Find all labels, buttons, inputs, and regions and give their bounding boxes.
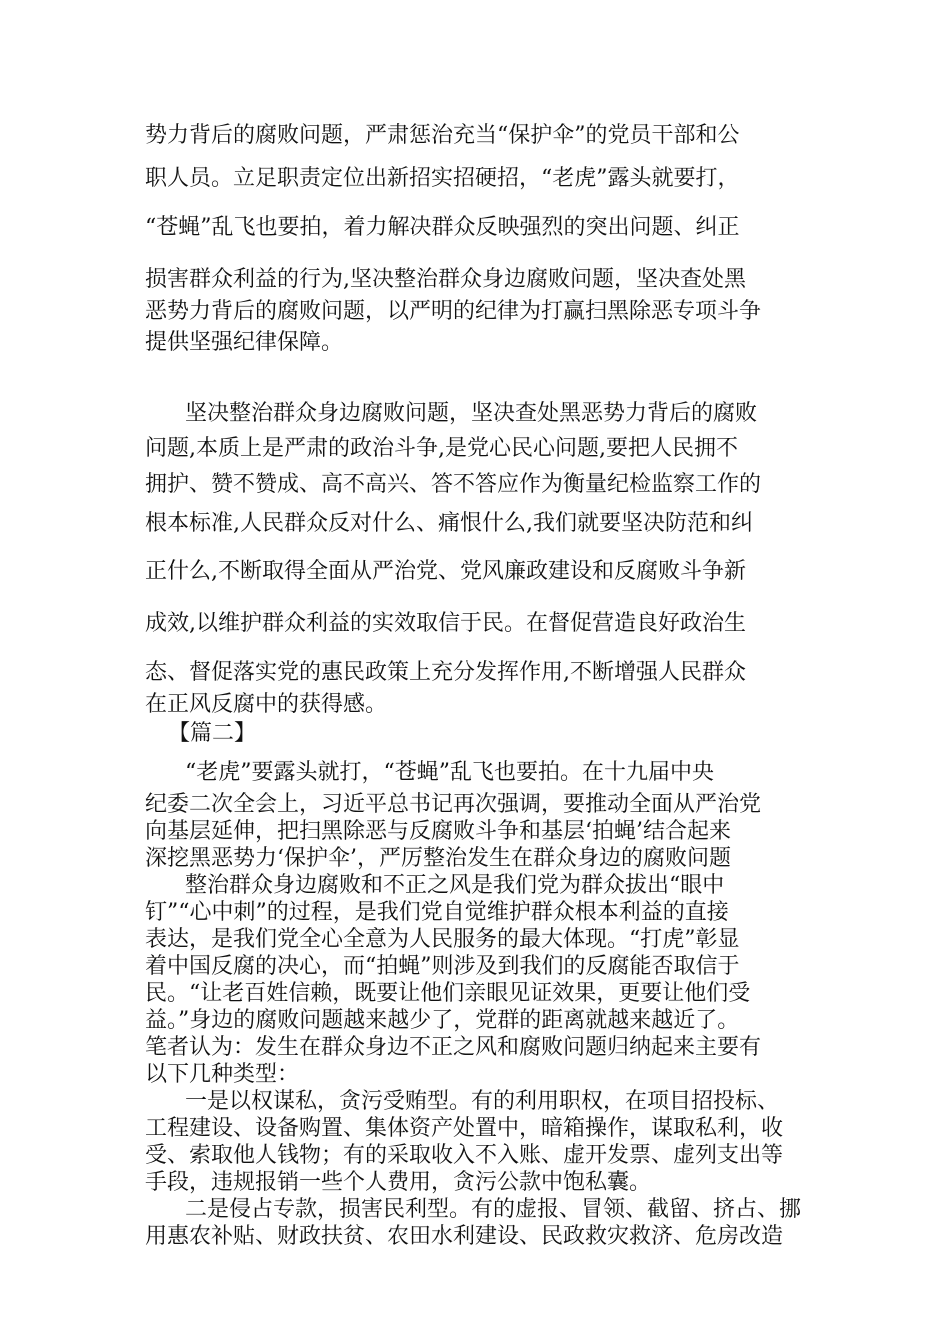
text-line: “苍蝇”乱飞也要拍，着力解决群众反映强烈的突出问题、纠正 bbox=[145, 215, 740, 240]
text-line: 问题,本质上是严肃的政治斗争,是党心民心问题,要把人民拥不 bbox=[145, 436, 738, 461]
text-line: 以下几种类型： bbox=[145, 1062, 300, 1087]
text-line: 二是侵占专款，损害民利型。有的虚报、冒领、截留、挤占、挪 bbox=[185, 1197, 802, 1222]
text-line: 着中国反腐的决心，而“拍蝇”则涉及到我们的反腐能否取信于 bbox=[145, 954, 740, 979]
text-line: 在正风反腐中的获得感。 bbox=[145, 692, 388, 717]
text-line: 纪委二次全会上，习近平总书记再次强调，要推动全面从严治党 bbox=[145, 792, 762, 817]
text-line: 表达，是我们党全心全意为人民服务的最大体现。“打虎”彰显 bbox=[145, 927, 740, 952]
text-line: 整治群众身边腐败和不正之风是我们党为群众拔出“眼中 bbox=[185, 873, 725, 898]
text-line: 向基层延伸，把扫黑除恶与反腐败斗争和基层‘拍蝇’结合起来 bbox=[145, 819, 731, 844]
text-line: 笔者认为：发生在群众身边不正之风和腐败问题归纳起来主要有 bbox=[145, 1035, 762, 1060]
text-line: 损害群众利益的行为,坚决整治群众身边腐败问题，坚决查处黑 bbox=[145, 267, 746, 292]
text-line: 职人员。立足职责定位出新招实招硬招，“老虎”露头就要打， bbox=[145, 166, 740, 191]
text-line: 益。”身边的腐败问题越来越少了，党群的距离就越来越近了。 bbox=[145, 1008, 740, 1033]
text-line: 民。“让老百姓信赖，既要让他们亲眼见证效果，更要让他们受 bbox=[145, 981, 751, 1006]
section-heading: 【篇二】 bbox=[168, 721, 257, 746]
text-line: 拥护、赞不赞成、高不高兴、答不答应作为衡量纪检监察工作的 bbox=[145, 472, 762, 497]
text-line: 态、督促落实党的惠民政策上充分发挥作用,不断增强人民群众 bbox=[145, 660, 746, 685]
text-line: 坚决整治群众身边腐败问题，坚决查处黑恶势力背后的腐败 bbox=[185, 401, 758, 426]
text-line: 用惠农补贴、财政扶贫、农田水利建设、民政救灾救济、危房改造 bbox=[145, 1224, 784, 1249]
text-line: “老虎”要露头就打，“苍蝇”乱飞也要拍。在十九届中央 bbox=[185, 760, 714, 785]
text-line: 工程建设、设备购置、集体资产处置中，暗箱操作，谋取私利，收 bbox=[145, 1116, 784, 1141]
text-line: 深挖黑恶势力‘保护伞’，严厉整治发生在群众身边的腐败问题 bbox=[145, 846, 731, 871]
text-line: 钉”“心中刺”的过程，是我们党自觉维护群众根本利益的直接 bbox=[145, 900, 729, 925]
text-line: 成效,以维护群众利益的实效取信于民。在督促营造良好政治生 bbox=[145, 611, 746, 636]
text-line: 正什么,不断取得全面从严治党、党风廉政建设和反腐败斗争新 bbox=[145, 559, 746, 584]
text-line: 受、索取他人钱物；有的采取收入不入账、虚开发票、虚列支出等 bbox=[145, 1143, 784, 1168]
text-line: 手段，违规报销一些个人费用，贪污公款中饱私囊。 bbox=[145, 1170, 652, 1195]
text-line: 根本标准,人民群众反对什么、痛恨什么,我们就要坚决防范和纠 bbox=[145, 511, 753, 536]
text-line: 势力背后的腐败问题，严肃惩治充当“保护伞”的党员干部和公 bbox=[145, 123, 740, 148]
text-line: 恶势力背后的腐败问题，以严明的纪律为打赢扫黑除恶专项斗争 bbox=[145, 299, 762, 324]
text-line: 提供坚强纪律保障。 bbox=[145, 330, 344, 355]
text-line: 一是以权谋私，贪污受贿型。有的利用职权，在项目招投标、 bbox=[185, 1089, 780, 1114]
